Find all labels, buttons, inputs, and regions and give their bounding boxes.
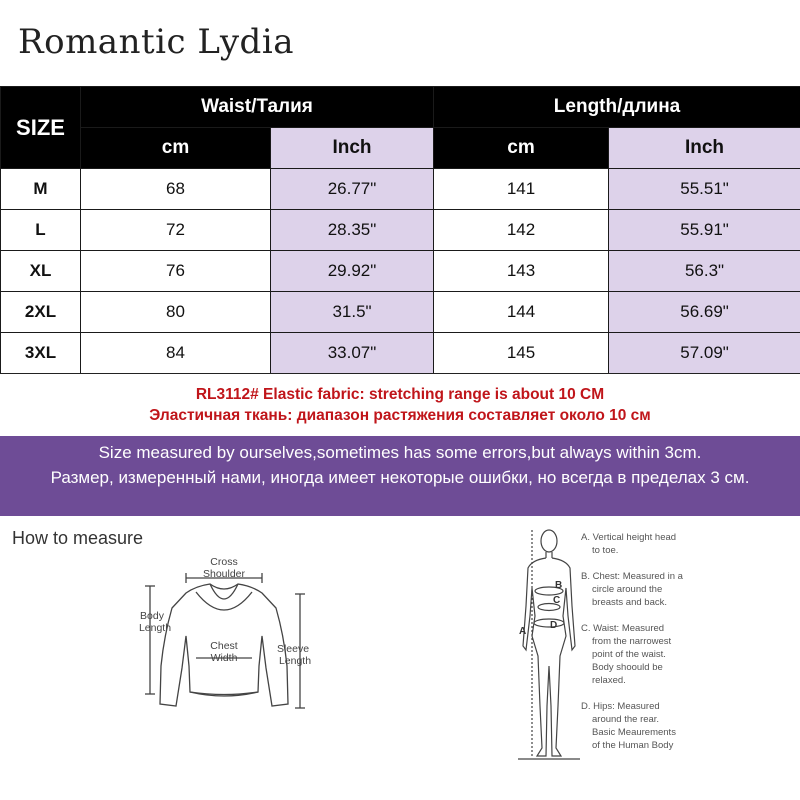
waist-inch-cell: 29.92" bbox=[271, 251, 434, 292]
body-length-label: Body bbox=[140, 610, 164, 622]
table-row bbox=[1, 333, 800, 374]
length-inch-header: Inch bbox=[609, 128, 800, 169]
body-length-label: Length bbox=[138, 622, 172, 634]
sleeve-length-label: Length bbox=[278, 655, 312, 667]
marker-a: A bbox=[519, 626, 527, 637]
size-cell: M bbox=[1, 169, 81, 210]
size-cell: 3XL bbox=[1, 333, 81, 374]
desc-c: C. Waist: Measured bbox=[581, 623, 665, 634]
waist-cm-cell: 80 bbox=[81, 292, 271, 333]
length-header: Length/длина bbox=[434, 87, 800, 128]
desc-d: around the rear. bbox=[592, 714, 660, 725]
chest-width-label: Chest bbox=[210, 640, 238, 652]
length-cm-cell: 144 bbox=[434, 292, 609, 333]
waist-inch-header: Inch bbox=[271, 128, 434, 169]
length-cm-cell: 142 bbox=[434, 210, 609, 251]
length-inch-cell: 57.09" bbox=[609, 333, 800, 374]
waist-header: Waist/Талия bbox=[81, 87, 434, 128]
table-row bbox=[1, 251, 800, 292]
waist-inch-cell: 26.77" bbox=[271, 169, 434, 210]
measurement-disclaimer bbox=[0, 436, 800, 516]
marker-d: D bbox=[550, 620, 558, 631]
length-inch-cell: 55.51" bbox=[609, 169, 800, 210]
marker-b: B bbox=[555, 580, 563, 591]
waist-cm-cell: 68 bbox=[81, 169, 271, 210]
size-chart bbox=[0, 86, 800, 374]
desc-c: point of the waist. bbox=[592, 649, 666, 660]
fabric-note bbox=[0, 373, 800, 435]
desc-a: to toe. bbox=[592, 545, 619, 556]
desc-b: circle around the bbox=[592, 584, 663, 595]
desc-c: relaxed. bbox=[592, 675, 626, 686]
waist-inch-cell: 33.07" bbox=[271, 333, 434, 374]
length-inch-cell: 56.69" bbox=[609, 292, 800, 333]
measure-illustrations bbox=[0, 516, 800, 800]
disclaimer-ru: Размер, измеренный нами, иногда имеет некоторые ошибки, но всегда в пределах 3 см. bbox=[50, 468, 750, 487]
desc-c: from the narrowest bbox=[592, 636, 672, 647]
marker-c: C bbox=[553, 595, 561, 606]
fabric-note-en: RL3112# Elastic fabric: stretching range is about 10 CM bbox=[195, 386, 605, 403]
length-cm-header: cm bbox=[434, 128, 609, 169]
desc-d: D. Hips: Measured bbox=[581, 701, 660, 712]
waist-cm-cell: 84 bbox=[81, 333, 271, 374]
brand-logo: Romantic Lydia bbox=[18, 22, 294, 62]
length-inch-cell: 55.91" bbox=[609, 210, 800, 251]
size-cell: 2XL bbox=[1, 292, 81, 333]
size-cell: L bbox=[1, 210, 81, 251]
desc-b: B. Chest: Measured in a bbox=[581, 571, 683, 582]
waist-cm-cell: 76 bbox=[81, 251, 271, 292]
cross-shoulder-label: Shoulder bbox=[202, 568, 246, 580]
size-header: SIZE bbox=[1, 87, 81, 169]
desc-a: A. Vertical height head bbox=[581, 532, 677, 543]
desc-b: breasts and back. bbox=[592, 597, 667, 608]
waist-cm-header: cm bbox=[81, 128, 271, 169]
sleeve-length-label: Sleeve bbox=[276, 643, 310, 655]
table-row bbox=[1, 169, 800, 210]
waist-inch-cell: 31.5" bbox=[271, 292, 434, 333]
waist-cm-cell: 72 bbox=[81, 210, 271, 251]
disclaimer-en: Size measured by ourselves,sometimes has some errors,but always within 3cm. bbox=[98, 443, 702, 462]
chest-width-label: Width bbox=[210, 652, 238, 664]
length-cm-cell: 141 bbox=[434, 169, 609, 210]
body-diagram bbox=[518, 530, 580, 759]
table-row bbox=[1, 292, 800, 333]
waist-inch-cell: 28.35" bbox=[271, 210, 434, 251]
length-cm-cell: 145 bbox=[434, 333, 609, 374]
cross-shoulder-label: Cross bbox=[210, 556, 238, 568]
desc-d: of the Human Body bbox=[592, 740, 674, 751]
guide-title: How to measure bbox=[12, 528, 144, 548]
desc-d: Basic Meaurements bbox=[592, 727, 676, 738]
fabric-note-ru: Эластичная ткань: диапазон растяжения составляет около 10 см bbox=[149, 407, 651, 424]
measure-guide bbox=[0, 516, 800, 800]
table-row bbox=[1, 210, 800, 251]
length-cm-cell: 143 bbox=[434, 251, 609, 292]
size-cell: XL bbox=[1, 251, 81, 292]
desc-c: Body shoould be bbox=[592, 662, 663, 673]
length-inch-cell: 56.3" bbox=[609, 251, 800, 292]
